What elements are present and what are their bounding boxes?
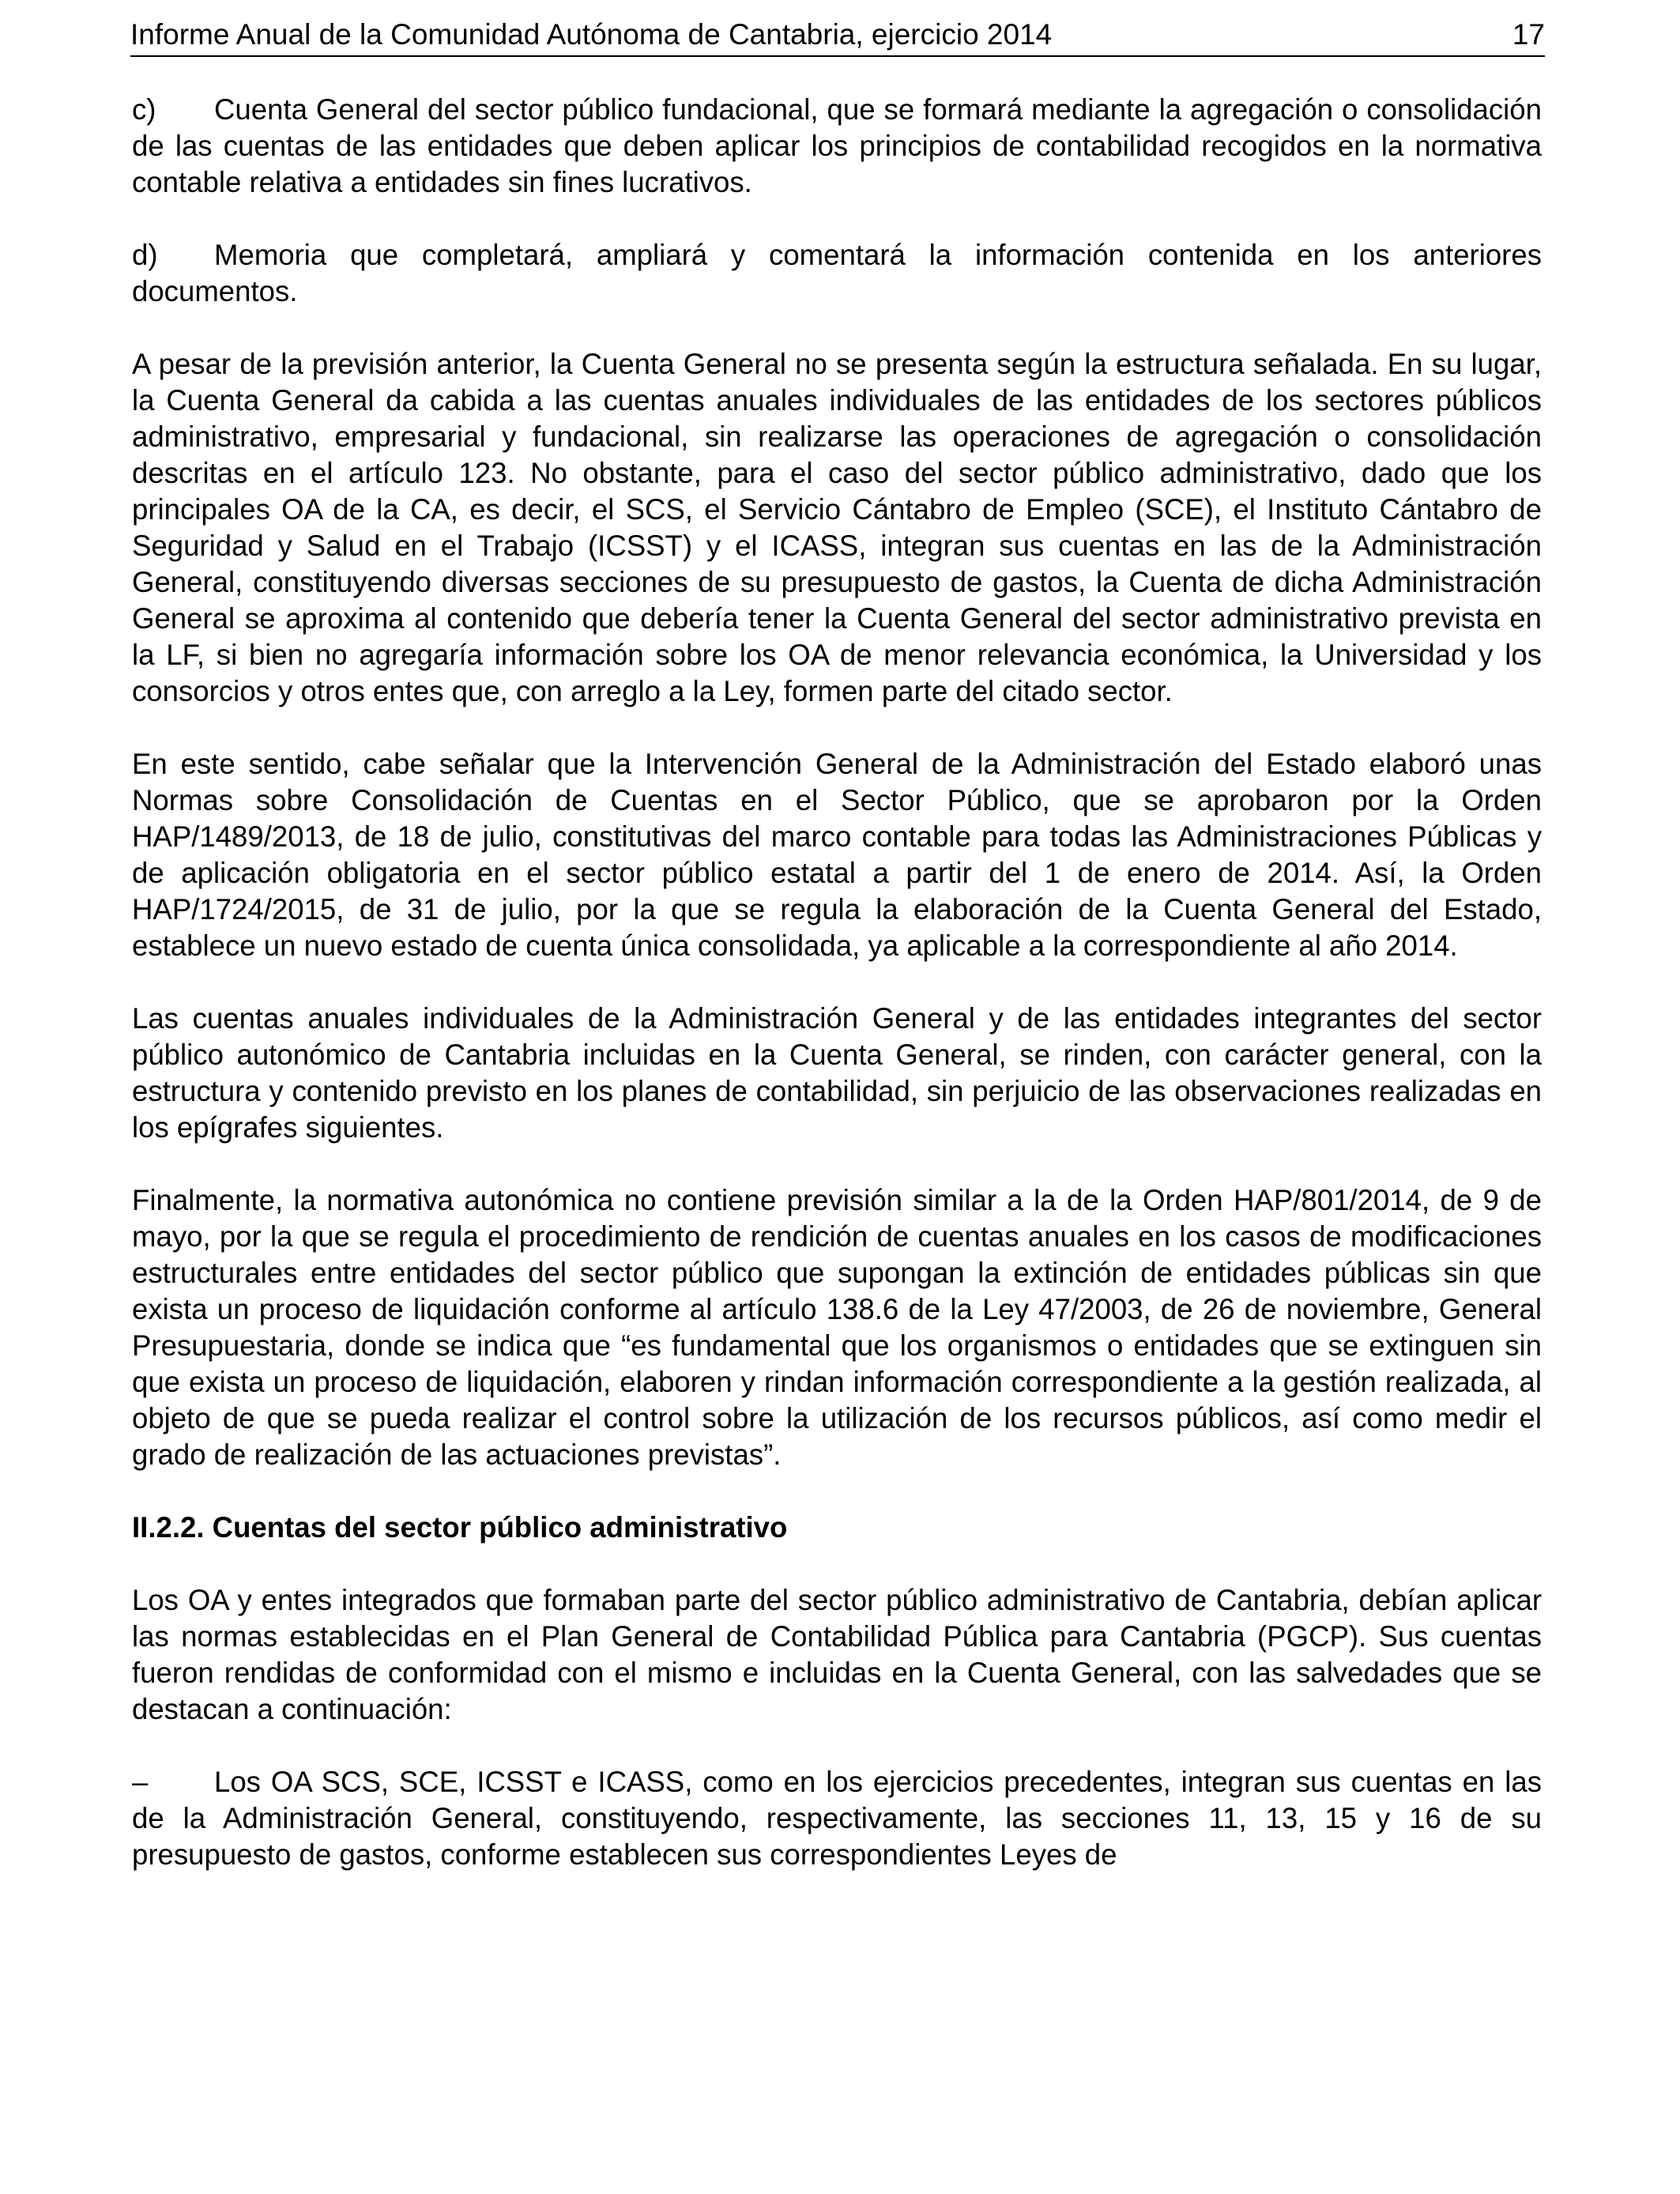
list-marker: d) [132,239,158,271]
bullet-item [132,1764,1542,1873]
bullet-text: Los OA SCS, SCE, ICSST e ICASS, como en los ejercicios precedentes, integran sus cuentas en las de la Administración General, constituyendo, respectivamente, las secciones 11, 13, 15 y 16 de su presupuesto de gastos, conforme establecen sus correspondientes Leyes de [132,1766,1542,1871]
page-number: 17 [1512,18,1545,51]
document-body [132,92,1542,1909]
paragraph: A pesar de la previsión anterior, la Cuenta General no se presenta según la estructura señalada. En su lugar, la Cuenta General da cabida a las cuentas anuales individuales de las entidades de los sectores públicos administrativo, empresarial y fundacional, sin realizarse las operaciones de agregación o consolidación descritas en el artículo 123. No obstante, para el caso del sector público administrativo, dado que los principales OA de la CA, es decir, el SCS, el Servicio Cántabro de Empleo (SCE), el Instituto Cántabro de Seguridad y Salud en el Trabajo (ICSST) y el ICASS, integran sus cuentas en las de la Administración General, constituyendo diversas secciones de su presupuesto de gastos, la Cuenta de dicha Administración General se aproxima al contenido que debería tener la Cuenta General del sector administrativo prevista en la LF, si bien no agregaría información sobre los OA de menor relevancia económica, la Universidad y los consorcios y otros entes que, con arreglo a la Ley, formen parte del citado sector. [132,348,1542,707]
header-title: Informe Anual de la Comunidad Autónoma de Cantabria, ejercicio 2014 [130,18,1053,51]
section-heading: II.2.2. Cuentas del sector público administrativo [132,1511,788,1544]
bullet-marker: – [132,1766,149,1798]
list-marker: c) [132,93,156,126]
list-item-text: Cuenta General del sector público fundacional, que se formará mediante la agregación o consolidación de las cuentas de las entidades que deben aplicar los principios de contabilidad recogidos en la normativa contable relativa a entidades sin fines lucrativos. [132,93,1542,198]
paragraph: Las cuentas anuales individuales de la Administración General y de las entidades integrantes del sector público autonómico de Cantabria incluidas en la Cuenta General, se rinden, con carácter general, con la estructura y contenido previsto en los planes de contabilidad, sin perjuicio de las observaciones realizadas en los epígrafes siguientes. [132,1002,1542,1144]
list-item-text: Memoria que completará, ampliará y comentará la información contenida en los anteriores documentos. [132,239,1542,307]
list-item-c [132,92,1542,201]
paragraph: Finalmente, la normativa autonómica no contiene previsión similar a la de la Orden HAP/801/2014, de 9 de mayo, por la que se regula el procedimiento de rendición de cuentas anuales en los casos de modificaciones estructurales entre entidades del sector público que supongan la extinción de entidades públicas sin que exista un proceso de liquidación conforme al artículo 138.6 de la Ley 47/2003, de 26 de noviembre, General Presupuestaria, donde se indica que “es fundamental que los organismos o entidades que se extinguen sin que exista un proceso de liquidación, elaboren y rindan información correspondiente a la gestión realizada, al objeto de que se pueda realizar el control sobre la utilización de los recursos públicos, así como medir el grado de realización de las actuaciones previstas”. [132,1184,1542,1471]
list-item-d [132,237,1542,310]
paragraph: Los OA y entes integrados que formaban parte del sector público administrativo de Cantabria, debían aplicar las normas establecidas en el Plan General de Contabilidad Pública para Cantabria (PGCP). Sus cuentas fueron rendidas de conformidad con el mismo e incluidas en la Cuenta General, con las salvedades que se destacan a continuación: [132,1584,1542,1725]
page-header [130,14,1545,57]
paragraph: En este sentido, cabe señalar que la Intervención General de la Administración del Estado elaboró unas Normas sobre Consolidación de Cuentas en el Sector Público, que se aprobaron por la Orden HAP/1489/2013, de 18 de julio, constitutivas del marco contable para todas las Administraciones Públicas y de aplicación obligatoria en el sector público estatal a partir del 1 de enero de 2014. Así, la Orden HAP/1724/2015, de 31 de julio, por la que se regula la elaboración de la Cuenta General del Estado, establece un nuevo estado de cuenta única consolidada, ya aplicable a la correspondiente al año 2014. [132,748,1542,962]
